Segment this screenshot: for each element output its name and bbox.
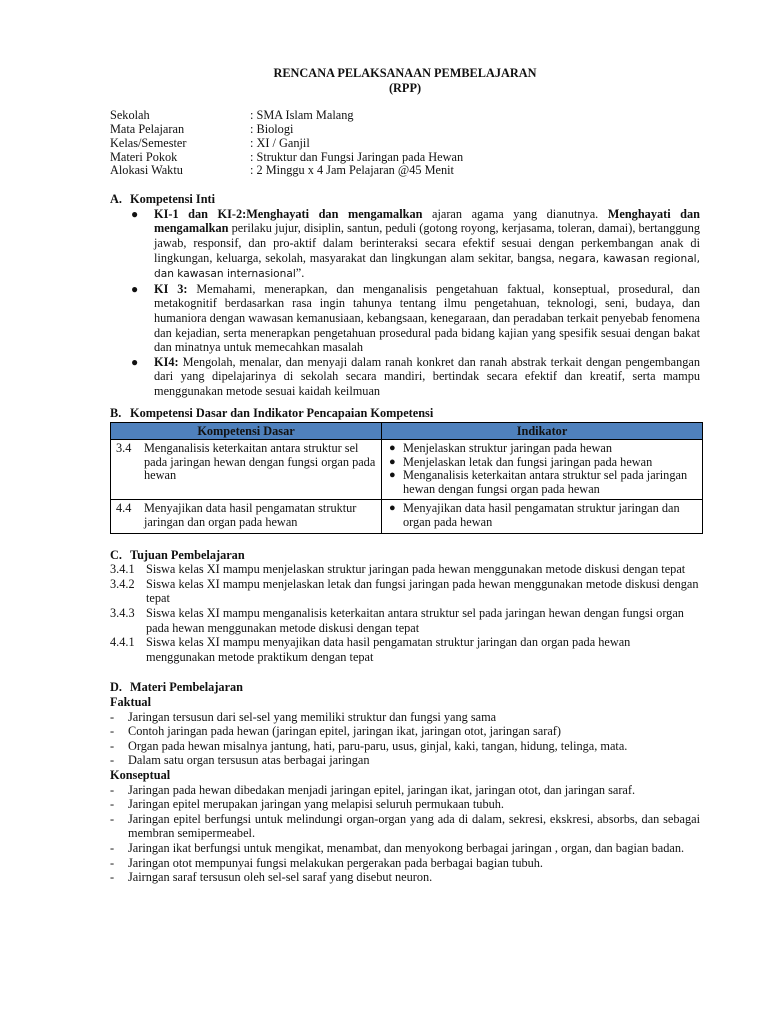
indicator-item <box>387 456 697 470</box>
dash-marker: - <box>110 709 115 724</box>
indicator-cell <box>382 500 703 533</box>
objective-item <box>110 606 700 635</box>
column-header: Indikator <box>382 423 703 440</box>
list-item-text: Jaringan epitel berfungsi untuk melindungi organ-organ yang ada di dalam, sekresi, ekskresi, absorbs, dan sebagai membran semipermeabel. <box>128 811 700 841</box>
spacer <box>110 398 700 406</box>
indicator-item <box>387 469 697 496</box>
identity-value: : XI / Ganjil <box>250 135 310 150</box>
section-title: Materi Pembelajaran <box>130 680 244 695</box>
bullet-icon: ● <box>389 455 396 468</box>
list-item-text: Jaringan epitel merupakan jaringan yang melapisi seluruh permukaan tubuh. <box>128 797 504 812</box>
list-item <box>110 753 700 768</box>
spacer <box>110 534 700 548</box>
objective-text: Siswa kelas XI mampu menyajikan data hasil pengamatan struktur jaringan dan organ pada hewan menggunakan metode praktikum dengan tepat <box>146 635 631 664</box>
objective-text: Siswa kelas XI mampu menjelaskan struktur jaringan pada hewan menggunakan metode diskusi dengan tepat <box>146 562 686 577</box>
indicator-text: Menganalisis keterkaitan antara struktur sel pada jaringan hewan dengan fungsi organ pada hewan <box>403 468 688 496</box>
identity-label: Mata Pelajaran <box>110 121 185 136</box>
kd-cell <box>111 500 382 533</box>
objective-number: 4.4.1 <box>110 635 135 650</box>
identity-value: : Biologi <box>250 121 294 136</box>
section-letter: A. <box>110 192 122 207</box>
objective-number: 3.4.3 <box>110 606 135 621</box>
dash-marker: - <box>110 782 115 797</box>
ki-text-end: ”. <box>295 266 305 281</box>
list-item <box>110 841 700 856</box>
table-row <box>111 440 703 500</box>
section-letter: B. <box>110 406 122 421</box>
section-title: Kompetensi Inti <box>130 192 216 207</box>
table-header-row <box>111 423 703 440</box>
document-title <box>110 66 700 95</box>
column-header: Kompetensi Dasar <box>111 423 382 440</box>
dash-marker: - <box>110 870 115 885</box>
faktual-heading: Faktual <box>110 694 151 709</box>
identity-value: : SMA Islam Malang <box>250 108 354 123</box>
ki-item <box>110 355 700 399</box>
title-line-2: (RPP) <box>388 80 422 95</box>
identity-label: Materi Pokok <box>110 149 178 164</box>
list-item-text: Jaringan otot mempunyai fungsi melakukan pergerakan pada berbagai bagian tubuh. <box>128 855 544 870</box>
kd-text: Menyajikan data hasil pengamatan struktur jaringan dan organ pada hewan <box>144 501 357 530</box>
ki-item <box>110 282 700 355</box>
section-title: Kompetensi Dasar dan Indikator Pencapaian Kompetensi <box>130 406 434 421</box>
list-item-text: Jaringan pada hewan dibedakan menjadi jaringan epitel, jaringan ikat, jaringan otot, dan jaringan saraf. <box>128 782 636 797</box>
ki-text: Memahami, menerapkan, dan menganalisis pengetahuan faktual, konseptual, prosedural, dan metakognitif berdasarkan rasa ingin tahunya tentang ilmu pengetahuan, teknologi, seni, budaya, dan humaniora dengan wawasan kemanusiaan, kebangsaan, kenegaraan, dan peradaban terkait penyebab fenomena dan kejadian, serta menerapkan pengetahuan prosedural pada bidang kajian yang spesifik sesuai dengan bakat dan minatnya untuk memecahkan masalah <box>154 281 700 355</box>
bullet-icon: ● <box>389 469 396 482</box>
kd-cell <box>111 440 382 500</box>
spacer <box>110 664 700 680</box>
list-item-text: Jaringan ikat berfungsi untuk mengikat, menambat, dan menyokong berbagai jaringan , organ, dan bagian badan. <box>128 840 685 855</box>
ki-label: KI4: <box>154 354 179 369</box>
list-item-text: Jairngan saraf tersusun oleh sel-sel saraf yang disebut neuron. <box>128 870 433 885</box>
bullet-icon: ● <box>131 281 139 296</box>
title-line-1: RENCANA PELAKSANAAN PEMBELAJARAN <box>273 66 537 80</box>
identity-value: : Struktur dan Fungsi Jaringan pada Hewan <box>250 149 464 164</box>
rpp-page <box>110 66 700 885</box>
list-item <box>110 724 700 739</box>
dash-marker: - <box>110 738 115 753</box>
list-item-text: Dalam satu organ tersusun atas berbagai jaringan <box>128 753 370 768</box>
dash-marker: - <box>110 724 115 739</box>
bullet-icon: ● <box>389 502 396 515</box>
list-item <box>110 783 700 798</box>
dash-marker: - <box>110 855 115 870</box>
objective-item <box>110 577 700 606</box>
ki-text: perilaku jujur, disiplin, santun, peduli (gotong royong, kerjasama, toleran, damai), bertanggung jawab, responsif, dan pro-aktif dalam berinteraksi secara efektif sesuai dengan perkembangan anak di lingkungan, keluarga, sekolah, masyarakat dan lingkungan alam sekitar, bangsa, <box>154 221 700 265</box>
objective-number: 3.4.1 <box>110 562 135 577</box>
identity-label: Kelas/Semester <box>110 135 187 150</box>
section-c-heading <box>110 548 700 563</box>
table-row <box>111 500 703 533</box>
list-item <box>110 856 700 871</box>
bullet-icon: ● <box>131 354 139 369</box>
indicator-text: Menjelaskan struktur jaringan pada hewan <box>403 441 612 456</box>
list-item <box>110 710 700 725</box>
identity-row <box>110 123 700 137</box>
ki-text: Mengolah, menalar, dan menyaji dalam ranah konkret dan ranah abstrak terkait dengan pengembangan dari yang dipelajarinya di sekolah secara mandiri, bertindak secara efektif dan kreatif, serta mampu menggunakan metode sesuai kaidah keilmuan <box>154 354 700 398</box>
list-item-text: Jaringan tersusun dari sel-sel yang memiliki struktur dan fungsi yang sama <box>128 709 497 724</box>
identity-row <box>110 164 700 178</box>
bullet-icon: ● <box>389 442 396 455</box>
list-item <box>110 797 700 812</box>
indicator-cell <box>382 440 703 500</box>
objective-number: 3.4.2 <box>110 576 135 591</box>
ki-emphasis: Menghayati dan mengamalkan <box>154 206 701 236</box>
kd-text: Menganalisis keterkaitan antara struktur sel pada jaringan hewan dengan fungsi organ pada hewan <box>144 441 376 483</box>
kd-number: 4.4 <box>116 501 132 516</box>
indicator-item <box>387 442 697 456</box>
objective-text: Siswa kelas XI mampu menjelaskan letak dan fungsi jaringan pada hewan menggunakan metode diskusi dengan tepat <box>146 576 699 606</box>
identity-value: : 2 Minggu x 4 Jam Pelajaran @45 Menit <box>250 163 454 178</box>
list-item <box>110 739 700 754</box>
identity-row <box>110 151 700 165</box>
list-item <box>110 812 700 841</box>
ki-text-sans: negara, kawasan regional, dan kawasan internasional <box>154 252 700 281</box>
bullet-icon: ● <box>131 206 139 221</box>
section-title: Tujuan Pembelajaran <box>130 547 245 562</box>
objective-text: Siswa kelas XI mampu menganalisis keterkaitan antara struktur sel pada jaringan hewan dengan fungsi organ pada hewan menggunakan metode diskusi dengan tepat <box>146 606 684 635</box>
identity-table <box>110 109 700 178</box>
konseptual-heading: Konseptual <box>110 767 171 782</box>
competency-table <box>110 422 703 534</box>
ki-text: ajaran agama yang dianutnya. <box>422 206 608 221</box>
identity-label: Sekolah <box>110 108 150 123</box>
section-b-heading <box>110 406 700 421</box>
section-a-heading <box>110 192 700 207</box>
ki-item <box>110 207 700 282</box>
objective-item <box>110 562 700 577</box>
indicator-text: Menjelaskan letak dan fungsi jaringan pada hewan <box>403 454 653 469</box>
section-letter: C. <box>110 547 122 562</box>
indicator-text: Menyajikan data hasil pengamatan struktur jaringan dan organ pada hewan <box>403 501 680 530</box>
ki-label: KI 3: <box>154 281 188 296</box>
list-item-text: Contoh jaringan pada hewan (jaringan epitel, jaringan ikat, jaringan otot, jaringan saraf) <box>128 724 561 739</box>
objective-item <box>110 635 700 664</box>
section-d-heading <box>110 680 700 695</box>
list-item-text: Organ pada hewan misalnya jantung, hati, paru-paru, usus, ginjal, kaki, tangan, hidung, telinga, mata. <box>128 738 628 753</box>
identity-row <box>110 137 700 151</box>
kd-number: 3.4 <box>116 441 132 456</box>
dash-marker: - <box>110 840 115 855</box>
dash-marker: - <box>110 811 115 826</box>
section-letter: D. <box>110 680 122 695</box>
identity-row <box>110 109 700 123</box>
dash-marker: - <box>110 797 115 812</box>
indicator-item <box>387 502 697 529</box>
list-item <box>110 870 700 885</box>
ki-label: KI-1 dan KI-2:Menghayati dan mengamalkan <box>154 206 423 221</box>
identity-label: Alokasi Waktu <box>110 163 183 178</box>
dash-marker: - <box>110 753 115 768</box>
